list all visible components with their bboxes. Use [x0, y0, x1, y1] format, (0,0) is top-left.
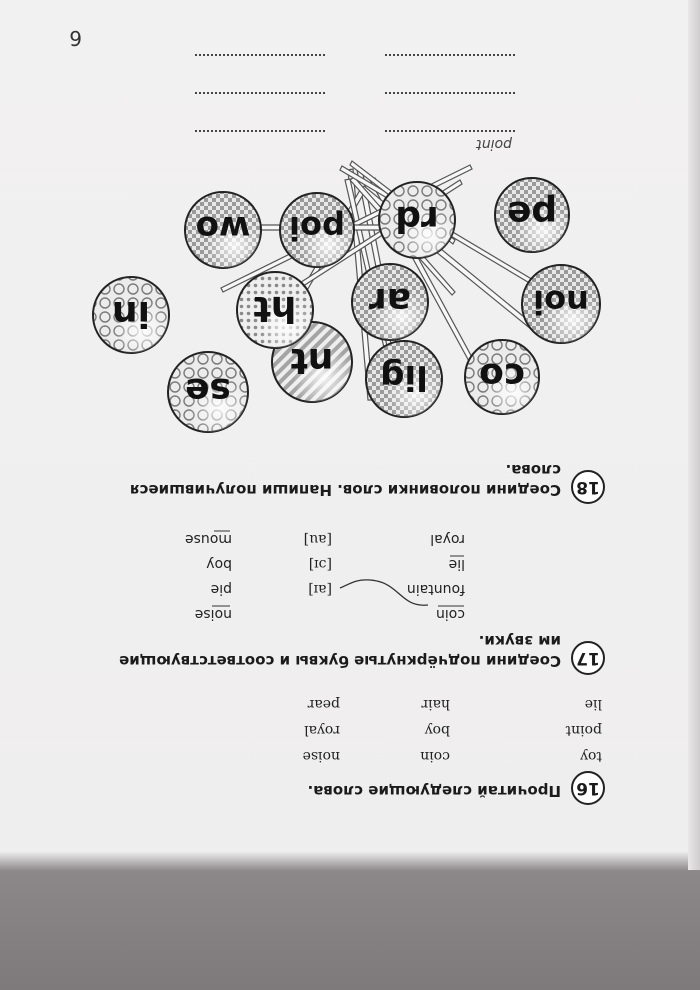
ex17-left-word: lie — [448, 556, 465, 572]
balloon-ar — [352, 264, 428, 340]
exercise-18-instruction-line1: Соедини половинки слов. Напиши получившиеся — [129, 481, 561, 499]
balloon-label: wo — [195, 208, 251, 248]
ex16-word: toy — [580, 748, 602, 764]
balloon-label: poi — [289, 209, 345, 247]
exercise-17-instruction-line1: Соедини подчёркнутые буквы и соответствующие — [119, 652, 561, 670]
balloon-label: lig — [380, 357, 428, 397]
answer-line[interactable] — [385, 130, 515, 132]
ex17-sound: [ɔɪ] — [308, 556, 332, 572]
answer-line[interactable] — [195, 92, 325, 94]
balloon-in — [93, 277, 169, 353]
balloon-pe — [495, 178, 569, 252]
ex16-word: royal — [304, 722, 340, 738]
balloon-ht — [237, 272, 313, 348]
answer-line[interactable] — [195, 130, 325, 132]
ex17-left-word: coin — [435, 606, 465, 622]
ex16-word: hair — [421, 696, 450, 712]
balloon-rd — [379, 182, 455, 258]
ex17-right-word: mouse — [185, 531, 232, 547]
ex17-left-word: fountain — [406, 581, 465, 597]
balloon-label: noi — [533, 283, 589, 321]
ex17-right-word: pie — [210, 581, 232, 597]
ex17-left-word: royal — [430, 531, 465, 547]
ex17-right-word: boy — [206, 556, 232, 572]
balloon-label: rd — [395, 198, 439, 239]
exercise-17-number: 17 — [571, 641, 605, 675]
ex16-word: boy — [424, 722, 450, 738]
balloon-label: co — [478, 355, 526, 396]
exercise-16-number: 16 — [571, 771, 605, 805]
answer-line[interactable] — [385, 92, 515, 94]
answer-line[interactable] — [385, 54, 515, 56]
balloon-poi — [280, 193, 354, 267]
ex16-word: pear — [307, 696, 340, 712]
balloon-label: se — [185, 370, 231, 411]
balloon-noi — [522, 265, 600, 343]
ex16-word: lie — [584, 696, 602, 712]
ex17-sound: [aɪ] — [308, 581, 332, 597]
exercise-17-instruction-line2: им звуки. — [478, 632, 561, 650]
exercise-18-instruction-line2: слова. — [505, 461, 561, 479]
balloon-label: in — [112, 293, 150, 334]
balloon-label: ar — [368, 280, 412, 321]
balloon-wo — [185, 192, 261, 268]
answer-line[interactable] — [195, 54, 325, 56]
balloon-label: pe — [506, 193, 558, 234]
ex16-word: noise — [302, 748, 340, 764]
balloon-co — [465, 340, 539, 414]
exercise-16-instruction: Прочитай следующие слова. — [307, 782, 561, 800]
balloon-lig — [366, 341, 442, 417]
answer-example: point — [476, 136, 512, 152]
ex16-word: coin — [420, 748, 450, 764]
ex17-sound: [au] — [303, 531, 332, 547]
balloon-label: ht — [253, 288, 297, 329]
exercise-18-number: 18 — [571, 470, 605, 504]
ex17-right-word: noise — [194, 606, 232, 622]
page-number: 6 — [69, 26, 82, 50]
ex16-word: point — [565, 722, 602, 738]
balloon-se — [168, 352, 248, 432]
balloon-label: nt — [290, 340, 334, 381]
